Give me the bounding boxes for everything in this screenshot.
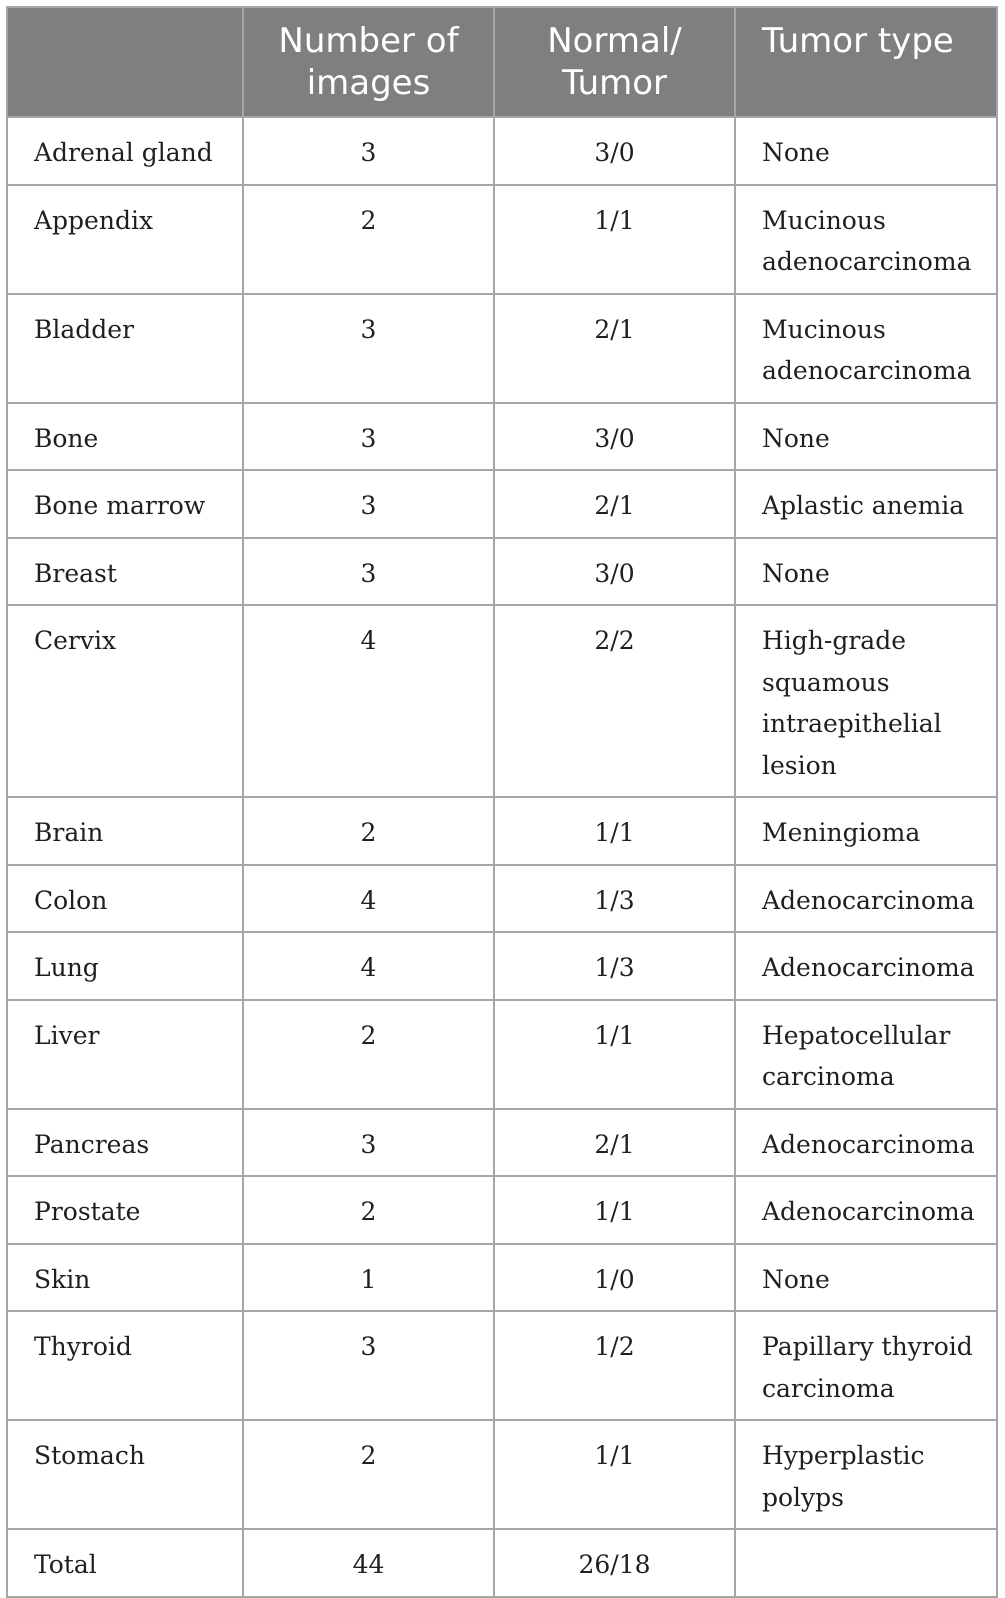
tumor-type-cell: High-grade squamous intraepithelial lesion	[735, 605, 997, 797]
total-label-cell: Total	[7, 1529, 243, 1597]
total-images-cell: 44	[243, 1529, 494, 1597]
images-cell: 3	[243, 294, 494, 403]
tumor-type-cell: None	[735, 1244, 997, 1312]
table-row	[7, 403, 997, 471]
header-number-of-images: Number of images	[243, 7, 494, 117]
ratio-cell: 2/1	[494, 294, 735, 403]
images-cell: 4	[243, 865, 494, 933]
ratio-cell: 3/0	[494, 117, 735, 185]
tissue-image-table	[6, 6, 998, 1598]
ratio-cell: 1/1	[494, 1000, 735, 1109]
tumor-type-cell: Adenocarcinoma	[735, 1176, 997, 1244]
ratio-cell: 3/0	[494, 403, 735, 471]
tumor-type-cell: None	[735, 538, 997, 606]
table-row	[7, 1420, 997, 1529]
tissue-cell: Pancreas	[7, 1109, 243, 1177]
ratio-cell: 1/1	[494, 797, 735, 865]
tissue-cell: Liver	[7, 1000, 243, 1109]
header-tissue	[7, 7, 243, 117]
tumor-type-cell: Hyperplastic polyps	[735, 1420, 997, 1529]
ratio-cell: 3/0	[494, 538, 735, 606]
images-cell: 4	[243, 605, 494, 797]
table-row	[7, 1000, 997, 1109]
tumor-type-cell: None	[735, 403, 997, 471]
tumor-type-cell: Mucinous adenocarcinoma	[735, 185, 997, 294]
table-row	[7, 185, 997, 294]
tumor-type-cell: Meningioma	[735, 797, 997, 865]
ratio-cell: 1/1	[494, 1176, 735, 1244]
tumor-type-cell: Aplastic anemia	[735, 470, 997, 538]
table-row	[7, 1244, 997, 1312]
tumor-type-cell: Adenocarcinoma	[735, 1109, 997, 1177]
ratio-cell: 1/3	[494, 865, 735, 933]
header-normal-tumor: Normal/ Tumor	[494, 7, 735, 117]
images-cell: 3	[243, 403, 494, 471]
ratio-cell: 2/2	[494, 605, 735, 797]
tissue-cell: Thyroid	[7, 1311, 243, 1420]
tumor-type-cell: None	[735, 117, 997, 185]
total-ratio-cell: 26/18	[494, 1529, 735, 1597]
tissue-cell: Bladder	[7, 294, 243, 403]
tissue-cell: Lung	[7, 932, 243, 1000]
images-cell: 2	[243, 797, 494, 865]
images-cell: 3	[243, 538, 494, 606]
tissue-cell: Bone	[7, 403, 243, 471]
table-row	[7, 797, 997, 865]
images-cell: 3	[243, 470, 494, 538]
tissue-cell: Colon	[7, 865, 243, 933]
tissue-cell: Bone marrow	[7, 470, 243, 538]
total-tumor-type-cell	[735, 1529, 997, 1597]
table-row	[7, 117, 997, 185]
images-cell: 2	[243, 1176, 494, 1244]
tumor-type-cell: Mucinous adenocarcinoma	[735, 294, 997, 403]
images-cell: 4	[243, 932, 494, 1000]
table-row	[7, 470, 997, 538]
images-cell: 3	[243, 117, 494, 185]
ratio-cell: 1/3	[494, 932, 735, 1000]
header-row	[7, 7, 997, 117]
table-row	[7, 932, 997, 1000]
tissue-cell: Prostate	[7, 1176, 243, 1244]
ratio-cell: 1/1	[494, 185, 735, 294]
tissue-cell: Brain	[7, 797, 243, 865]
images-cell: 2	[243, 185, 494, 294]
tumor-type-cell: Papillary thyroid carcinoma	[735, 1311, 997, 1420]
images-cell: 3	[243, 1109, 494, 1177]
total-row	[7, 1529, 997, 1597]
table-row	[7, 1311, 997, 1420]
tissue-cell: Stomach	[7, 1420, 243, 1529]
table-row	[7, 1109, 997, 1177]
tumor-type-cell: Adenocarcinoma	[735, 932, 997, 1000]
ratio-cell: 1/1	[494, 1420, 735, 1529]
ratio-cell: 2/1	[494, 1109, 735, 1177]
ratio-cell: 1/0	[494, 1244, 735, 1312]
images-cell: 3	[243, 1311, 494, 1420]
table-row	[7, 865, 997, 933]
tumor-type-cell: Hepatocellular carcinoma	[735, 1000, 997, 1109]
tumor-type-cell: Adenocarcinoma	[735, 865, 997, 933]
images-cell: 2	[243, 1000, 494, 1109]
table-row	[7, 605, 997, 797]
ratio-cell: 2/1	[494, 470, 735, 538]
ratio-cell: 1/2	[494, 1311, 735, 1420]
table-row	[7, 538, 997, 606]
tissue-cell: Breast	[7, 538, 243, 606]
tissue-cell: Cervix	[7, 605, 243, 797]
tissue-cell: Adrenal gland	[7, 117, 243, 185]
images-cell: 1	[243, 1244, 494, 1312]
tissue-cell: Skin	[7, 1244, 243, 1312]
tissue-cell: Appendix	[7, 185, 243, 294]
images-cell: 2	[243, 1420, 494, 1529]
table-row	[7, 1176, 997, 1244]
header-tumor-type: Tumor type	[735, 7, 997, 117]
table-row	[7, 294, 997, 403]
